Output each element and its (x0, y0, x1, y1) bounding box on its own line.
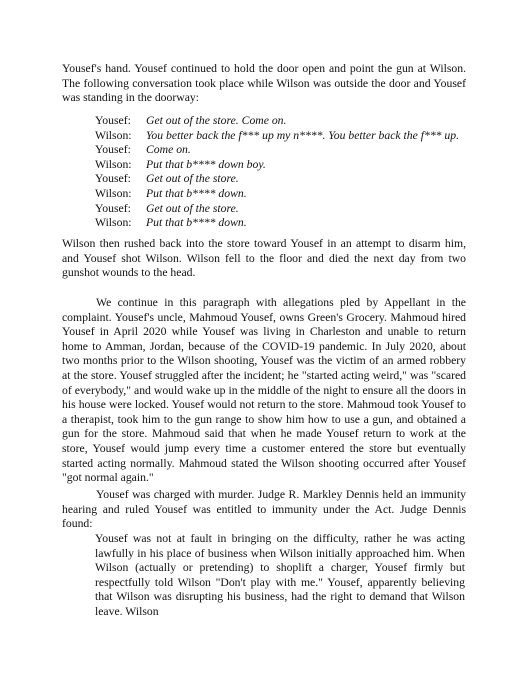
paragraph-conversation-intro: Yousef's hand. Yousef continued to hold the door open and point the gun at Wilson. The following conversation took place while Wilson was outside the door and Yousef was standing in the doorway: (62, 62, 466, 105)
dialogue-line (95, 158, 475, 173)
dialogue-speaker: Yousef: (95, 172, 131, 186)
dialogue-line (95, 187, 475, 202)
dialogue-speaker: Yousef: (95, 201, 131, 215)
dialogue-speaker: Wilson: (95, 128, 132, 142)
dialogue-text: Get out of the store. Come on. (146, 114, 287, 127)
dialogue-text: Put that b**** down. (146, 216, 247, 230)
dialogue-speaker: Wilson: (95, 157, 132, 171)
dialogue-speaker: Yousef: (95, 143, 131, 157)
dialogue-line (95, 143, 475, 158)
dialogue-line (95, 202, 475, 217)
dialogue-transcript (95, 114, 475, 231)
dialogue-speaker: Wilson: (95, 186, 132, 200)
dialogue-text: You better back the f*** up my n****. You better back the f*** up. (146, 128, 460, 142)
paragraph-allegations: We continue in this paragraph with allegations pled by Appellant in the complaint. Yousef's uncle, Mahmoud Yousef, owns Green's Grocery. Mahmoud hired Yousef in April 2020 while Yousef was living in Charleston and unable to return home to Amman, Jordan, because of the COVID-19 pandemic. In July 2020, about two months prior to the Wilson shooting, Yousef was the victim of an armed robbery at the store. Yousef struggled after the incident; he "started acting weird," was "scared of everybody," and would wake up in the middle of the night to ensure all the doors in his house were locked. Yousef would not return to the store. Mahmoud took Yousef to a therapist, took him to the gun range to show him how to use a gun, and obtained a gun for the store. Mahmoud said that when he made Yousef return to work at the store, Yousef would jump every time a customer entered the store but eventually started acting normally. Mahmoud stated the Wilson shooting occurred after Yousef "got normal again." (62, 296, 466, 485)
paragraph-immunity-hearing: Yousef was charged with murder. Judge R. Markley Dennis held an immunity hearing and ruled Yousef was entitled to immunity under the Act. Judge Dennis found: (62, 488, 466, 531)
dialogue-line (95, 172, 475, 187)
dialogue-speaker: Yousef: (95, 114, 131, 127)
dialogue-line (95, 129, 475, 144)
dialogue-text: Get out of the store. (146, 172, 239, 186)
paragraph-shooting: Wilson then rushed back into the store toward Yousef in an attempt to disarm him, and Yousef shot Wilson. Wilson fell to the floor and died the next day from two gunshot wounds to the head. (62, 237, 466, 280)
dialogue-speaker: Wilson: (95, 216, 132, 230)
dialogue-text: Come on. (146, 143, 191, 157)
block-quote-findings: Yousef was not at fault in bringing on the difficulty, rather he was acting lawfully in his place of business when Wilson initially approached him. When Wilson (actually or pretending) to shoplift a charger, Yousef firmly but respectfully told Wilson "Don't play with me." Yousef, apparently believing that Wilson was disrupting his business, had the right to demand that Wilson leave. Wilson (95, 532, 465, 618)
dialogue-line (95, 114, 475, 129)
dialogue-text: Put that b**** down. (146, 186, 247, 200)
dialogue-text: Put that b**** down boy. (146, 157, 266, 171)
dialogue-text: Get out of the store. (146, 201, 239, 215)
dialogue-line (95, 216, 475, 231)
